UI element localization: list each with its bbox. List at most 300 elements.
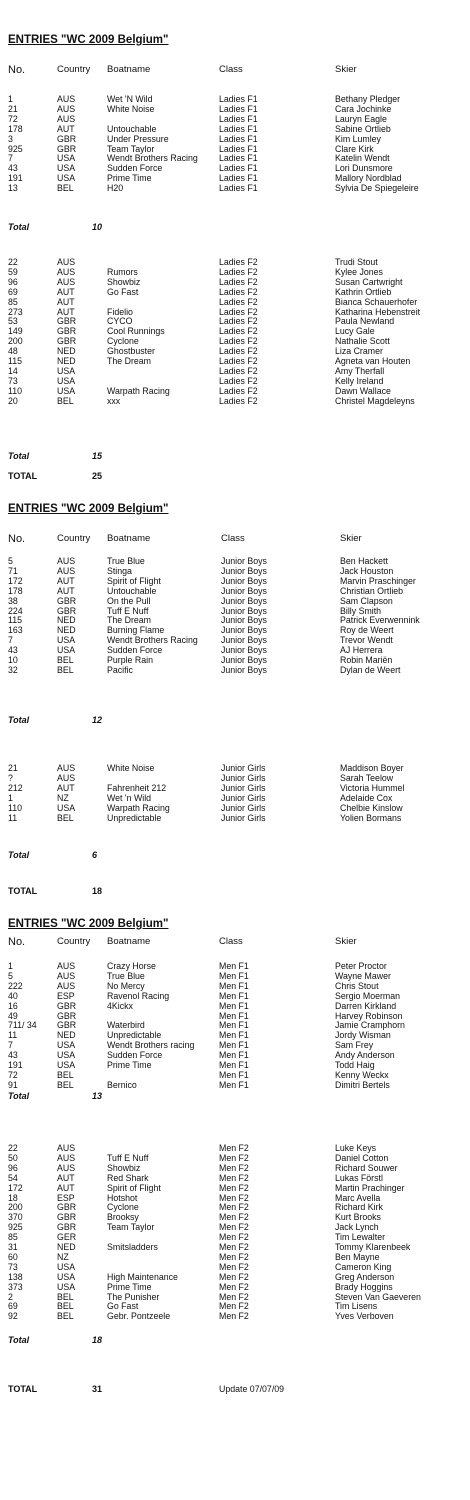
- skier-name: Christian Ortlieb: [340, 585, 404, 596]
- entry-number: 1: [8, 792, 13, 803]
- entry-row: [0, 94, 470, 104]
- boat-name: Waterbird: [107, 1020, 145, 1031]
- skier-name: Katelin Wendt: [335, 153, 390, 164]
- entry-number: 1: [8, 94, 13, 104]
- class: Ladies F2: [219, 286, 258, 297]
- country: USA: [57, 1060, 76, 1070]
- boat-name: True Blue: [107, 556, 145, 566]
- column-header-boatname: Boatname: [107, 64, 151, 75]
- group-total-label: [8, 222, 29, 232]
- class: Ladies F2: [219, 346, 258, 357]
- skier-name: Richard Kirk: [335, 1202, 383, 1213]
- skier-name: Chelbie Kinslow: [340, 802, 403, 813]
- boat-name: Spirit of Flight: [107, 575, 161, 586]
- entry-number: 43: [8, 645, 18, 656]
- class: Men F2: [219, 1202, 249, 1213]
- entry-number: 11: [8, 812, 18, 823]
- entry-number: 38: [8, 595, 18, 606]
- class: Men F1: [219, 1060, 249, 1070]
- entry-number: 73: [8, 375, 18, 386]
- entry-number: 31: [8, 1242, 18, 1252]
- entry-number: 172: [8, 575, 23, 586]
- skier-name: Todd Haig: [335, 1060, 375, 1070]
- grand-total-value: 25: [92, 471, 103, 481]
- country: AUS: [57, 94, 76, 104]
- skier-name: Kylee Jones: [335, 266, 383, 277]
- entry-number: 2: [8, 1291, 13, 1302]
- country: BEL: [57, 1291, 74, 1302]
- group-total-label-text: Total: [8, 715, 30, 725]
- group-total-value-text: 12: [92, 715, 103, 725]
- entry-row: [0, 576, 470, 586]
- entry-number: 96: [8, 276, 18, 287]
- boat-name: Cyclone: [107, 336, 139, 347]
- country: AUS: [57, 763, 76, 773]
- column-header-class: Class: [219, 64, 243, 75]
- entry-number: 7: [8, 153, 13, 164]
- boat-name: Sudden Force: [107, 645, 163, 656]
- country: AUT: [57, 123, 75, 134]
- class: Men F2: [219, 1281, 249, 1292]
- grand-total-label: TOTAL: [8, 471, 38, 481]
- entry-row: [0, 386, 470, 396]
- entry-number: 43: [8, 163, 18, 174]
- entry-number: 5: [8, 556, 13, 566]
- country: GBR: [57, 1000, 77, 1011]
- country: AUT: [57, 1182, 75, 1193]
- country: NED: [57, 625, 76, 636]
- entry-row: [0, 655, 470, 665]
- class: Ladies F2: [219, 395, 258, 406]
- entry-number: 224: [8, 605, 23, 616]
- entry-row: [0, 981, 470, 991]
- entry-number: 1: [8, 961, 13, 971]
- boat-name: The Punisher: [107, 1291, 160, 1302]
- country: AUT: [57, 782, 75, 793]
- class: Men F2: [219, 1301, 249, 1312]
- grand-total-label: TOTAL: [8, 886, 38, 896]
- skier-name: Kelly Ireland: [335, 375, 384, 386]
- boat-name: Prime Time: [107, 173, 152, 184]
- entry-number: 22: [8, 1143, 18, 1153]
- boat-name: On the Pull: [107, 595, 151, 606]
- class: Junior Boys: [221, 575, 267, 586]
- entry-row: [0, 625, 470, 635]
- class: Junior Boys: [221, 605, 267, 616]
- class: Junior Girls: [221, 812, 266, 823]
- class: Men F2: [219, 1212, 249, 1223]
- boat-name: Wet 'n Wild: [107, 792, 152, 803]
- boat-name: Unpredictable: [107, 1030, 162, 1041]
- entry-number: 172: [8, 1182, 23, 1193]
- grand-total-value: 31: [92, 1384, 103, 1394]
- skier-name: Trudi Stout: [335, 257, 378, 267]
- boat-name: Pacific: [107, 664, 133, 675]
- class: Men F1: [219, 1050, 249, 1061]
- entry-row: [0, 1173, 470, 1183]
- skier-name: Lauryn Eagle: [335, 113, 387, 124]
- entry-row: [0, 1183, 470, 1193]
- skier-name: Darren Kirkland: [335, 1000, 397, 1011]
- boat-name: Hotshot: [107, 1192, 138, 1203]
- boat-name: Unpredictable: [107, 812, 162, 823]
- class: Ladies F1: [219, 143, 258, 154]
- country: USA: [57, 365, 76, 376]
- country: AUS: [57, 961, 76, 971]
- class: Men F1: [219, 970, 249, 981]
- skier-name: Liza Cramer: [335, 346, 383, 357]
- group-total-label: [8, 715, 29, 725]
- skier-name: Greg Anderson: [335, 1271, 395, 1282]
- boat-name: Sudden Force: [107, 1050, 163, 1061]
- column-header-boatname: Boatname: [107, 533, 151, 544]
- class: Junior Girls: [221, 782, 266, 793]
- entry-row: [0, 1163, 470, 1173]
- entry-number: 69: [8, 1301, 18, 1312]
- grand-total-value: 18: [92, 886, 103, 896]
- group-total-value-text: 6: [92, 850, 98, 860]
- skier-name: Steven Van Gaeveren: [335, 1291, 421, 1302]
- boat-name: Tuff E Nuff: [107, 605, 149, 616]
- entry-row: [0, 1001, 470, 1011]
- skier-name: Kathrin Ortlieb: [335, 286, 392, 297]
- class: Men F2: [219, 1311, 249, 1322]
- boat-name: Wendt Brothers Racing: [107, 635, 198, 646]
- group-total-value: [92, 715, 102, 725]
- entry-row: [0, 645, 470, 655]
- class: Men F2: [219, 1152, 249, 1163]
- entry-row: [0, 665, 470, 675]
- entry-row: [0, 124, 470, 134]
- boat-name: Stinga: [107, 565, 132, 576]
- class: Ladies F1: [219, 133, 258, 144]
- skier-name: Andy Anderson: [335, 1050, 395, 1061]
- country: BEL: [57, 1079, 74, 1090]
- boat-name: White Noise: [107, 763, 155, 773]
- skier-name: Richard Souwer: [335, 1162, 398, 1173]
- entry-row: [0, 1050, 470, 1060]
- entry-row: [0, 1060, 470, 1070]
- country: AUS: [57, 103, 76, 114]
- boat-name: xxx: [107, 395, 121, 406]
- column-header-boatname: Boatname: [107, 936, 151, 947]
- section-title: ENTRIES "WC 2009 Belgium": [8, 34, 169, 46]
- country: NZ: [57, 1251, 69, 1262]
- boat-name: Fidelio: [107, 306, 133, 317]
- country: USA: [57, 635, 76, 646]
- entry-number: 21: [8, 763, 18, 773]
- skier-name: Yolien Bormans: [340, 812, 402, 823]
- entry-number: 92: [8, 1311, 18, 1322]
- entry-number: 13: [8, 183, 18, 194]
- country: NED: [57, 346, 76, 357]
- country: AUS: [57, 565, 76, 576]
- skier-name: Yves Verboven: [335, 1311, 394, 1322]
- entry-row: [0, 991, 470, 1001]
- entry-number: 7: [8, 1040, 13, 1051]
- country: USA: [57, 385, 76, 396]
- boat-name: Warpath Racing: [107, 802, 170, 813]
- entry-row: [0, 606, 470, 616]
- skier-name: Trevor Wendt: [340, 635, 393, 646]
- country: USA: [57, 173, 76, 184]
- country: GBR: [57, 1020, 77, 1031]
- boat-name: Smitsladders: [107, 1242, 158, 1252]
- country: NED: [57, 615, 76, 626]
- skier-name: Maddison Boyer: [340, 763, 404, 773]
- country: USA: [57, 1281, 76, 1292]
- group-total-label: [8, 451, 29, 461]
- skier-name: Paula Newland: [335, 316, 395, 327]
- country: AUT: [57, 286, 75, 297]
- country: USA: [57, 375, 76, 386]
- country: NED: [57, 1242, 76, 1252]
- skier-name: Ben Mayne: [335, 1251, 380, 1262]
- skier-name: Kurt Brooks: [335, 1212, 381, 1223]
- skier-name: Daniel Cotton: [335, 1152, 389, 1163]
- class: Junior Girls: [221, 802, 266, 813]
- boat-name: Wendt Brothers Racing: [107, 153, 198, 164]
- skier-name: Patrick Everwennink: [340, 615, 420, 626]
- class: Ladies F2: [219, 375, 258, 386]
- entry-number: 54: [8, 1172, 18, 1183]
- entry-number: 212: [8, 782, 23, 793]
- entry-row: [0, 1040, 470, 1050]
- group-total-value: [92, 1335, 102, 1345]
- group-total-label-text: Total: [8, 850, 30, 860]
- entry-number: 50: [8, 1152, 18, 1163]
- country: BEL: [57, 812, 74, 823]
- skier-name: Wayne Mawer: [335, 970, 391, 981]
- class: Men F2: [219, 1172, 249, 1183]
- class: Ladies F1: [219, 163, 258, 174]
- entry-row: [0, 1212, 470, 1222]
- boat-name: H20: [107, 183, 124, 194]
- entry-number: 7: [8, 635, 13, 646]
- group-total-label-text: Total: [8, 222, 30, 232]
- entry-number: 73: [8, 1261, 18, 1272]
- skier-name: Sarah Teelow: [340, 772, 394, 783]
- entry-row: [0, 615, 470, 625]
- class: Men F2: [219, 1222, 249, 1233]
- entry-number: 16: [8, 1000, 18, 1011]
- class: Junior Boys: [221, 635, 267, 646]
- group-total-label: [8, 1335, 29, 1345]
- class: Men F2: [219, 1242, 249, 1252]
- boat-name: Brooksy: [107, 1212, 139, 1223]
- class: Men F2: [219, 1182, 249, 1193]
- boat-name: Team Taylor: [107, 1222, 155, 1233]
- class: Junior Boys: [221, 585, 267, 596]
- country: AUT: [57, 296, 75, 307]
- boat-name: High Maintenance: [107, 1271, 178, 1282]
- boat-name: Wendt Brothers racing: [107, 1040, 195, 1051]
- boat-name: Prime Time: [107, 1281, 152, 1292]
- country: AUT: [57, 575, 75, 586]
- entry-number: 925: [8, 143, 23, 154]
- entry-row: [0, 366, 470, 376]
- class: Junior Boys: [221, 655, 267, 665]
- entry-row: [0, 783, 470, 793]
- boat-name: 4Kickx: [107, 1000, 133, 1011]
- class: Ladies F2: [219, 266, 258, 277]
- entry-number: 925: [8, 1222, 23, 1233]
- entry-number: 115: [8, 356, 23, 366]
- entry-number: 59: [8, 266, 18, 277]
- entry-row: [0, 1252, 470, 1262]
- class: Men F2: [219, 1192, 249, 1203]
- boat-name: Ghostbuster: [107, 346, 155, 357]
- entry-row: [0, 1080, 470, 1090]
- country: GER: [57, 1232, 77, 1243]
- entry-number: 373: [8, 1281, 23, 1292]
- skier-name: Tommy Klarenbeek: [335, 1242, 411, 1252]
- entry-number: 85: [8, 1232, 18, 1243]
- entry-row: [0, 961, 470, 971]
- entry-row: [0, 1232, 470, 1242]
- country: NED: [57, 1030, 76, 1041]
- class: Men F1: [219, 990, 249, 1001]
- boat-name: Showbiz: [107, 1162, 141, 1173]
- skier-name: Christel Magdeleyns: [335, 395, 415, 406]
- country: AUS: [57, 980, 76, 991]
- skier-name: Bianca Schauerhofer: [335, 296, 418, 307]
- skier-name: Lori Dunsmore: [335, 163, 393, 174]
- country: AUS: [57, 772, 76, 783]
- class: Junior Boys: [221, 556, 267, 566]
- group-total-label-text: Total: [8, 451, 30, 461]
- skier-name: Jack Lynch: [335, 1222, 379, 1233]
- class: Ladies F2: [219, 365, 258, 376]
- skier-name: Martin Prachinger: [335, 1182, 405, 1193]
- group-total-value-text: 18: [92, 1335, 103, 1345]
- entry-number: 40: [8, 990, 18, 1001]
- boat-name: Prime Time: [107, 1060, 152, 1070]
- entry-number: 178: [8, 123, 23, 134]
- entry-row: [0, 307, 470, 317]
- entry-number: 11: [8, 1030, 18, 1041]
- country: BEL: [57, 1301, 74, 1312]
- entry-row: [0, 1282, 470, 1292]
- country: BEL: [57, 395, 74, 406]
- skier-name: Kenny Weckx: [335, 1069, 389, 1080]
- country: AUS: [57, 266, 76, 277]
- country: USA: [57, 1271, 76, 1282]
- class: Ladies F2: [219, 326, 258, 337]
- group-total-value-text: 10: [92, 222, 103, 232]
- entry-number: 21: [8, 103, 18, 114]
- country: AUS: [57, 113, 76, 124]
- skier-name: Luke Keys: [335, 1143, 377, 1153]
- boat-name: The Dream: [107, 356, 151, 366]
- skier-name: Sabine Ortlieb: [335, 123, 391, 134]
- section-title: ENTRIES "WC 2009 Belgium": [8, 503, 169, 515]
- boat-name: The Dream: [107, 615, 151, 626]
- country: AUS: [57, 276, 76, 287]
- entry-row: [0, 346, 470, 356]
- entry-number: 200: [8, 1202, 23, 1213]
- entry-number: 163: [8, 625, 23, 636]
- skier-name: Adelaide Cox: [340, 792, 393, 803]
- class: Men F2: [219, 1143, 249, 1153]
- entry-number: 53: [8, 316, 18, 327]
- entry-row: [0, 971, 470, 981]
- class: Junior Boys: [221, 615, 267, 626]
- skier-name: Jack Houston: [340, 565, 394, 576]
- boat-name: Under Pressure: [107, 133, 169, 144]
- boat-name: Untouchable: [107, 123, 157, 134]
- entry-row: [0, 635, 470, 645]
- skier-name: Jamie Cramphorn: [335, 1020, 405, 1031]
- entry-row: [0, 316, 470, 326]
- entry-row: [0, 287, 470, 297]
- country: GBR: [57, 1202, 77, 1213]
- skier-name: Sam Frey: [335, 1040, 374, 1051]
- entry-row: [0, 376, 470, 386]
- class: Men F2: [219, 1251, 249, 1262]
- entry-row: [0, 257, 470, 267]
- entry-number: 191: [8, 1060, 23, 1070]
- boat-name: No Mercy: [107, 980, 145, 991]
- class: Junior Girls: [221, 763, 266, 773]
- country: AUS: [57, 1143, 76, 1153]
- class: Men F1: [219, 1010, 249, 1021]
- country: ESP: [57, 990, 75, 1001]
- boat-name: Warpath Racing: [107, 385, 170, 396]
- country: GBR: [57, 143, 77, 154]
- skier-name: Jordy Wisman: [335, 1030, 391, 1041]
- skier-name: AJ Herrera: [340, 645, 383, 656]
- country: GBR: [57, 316, 77, 327]
- group-total-label-text: Total: [8, 1091, 30, 1101]
- class: Men F1: [219, 961, 249, 971]
- country: AUS: [57, 556, 76, 566]
- skier-name: Dawn Wallace: [335, 385, 391, 396]
- skier-name: Dimitri Bertels: [335, 1079, 390, 1090]
- entry-row: [0, 1242, 470, 1252]
- country: GBR: [57, 133, 77, 144]
- country: GBR: [57, 1010, 77, 1021]
- entry-row: [0, 803, 470, 813]
- country: USA: [57, 1261, 76, 1272]
- entry-row: [0, 566, 470, 576]
- class: Men F2: [219, 1232, 249, 1243]
- entry-row: [0, 1011, 470, 1021]
- entry-row: [0, 813, 470, 823]
- country: NED: [57, 356, 76, 366]
- country: AUS: [57, 1152, 76, 1163]
- entry-row: [0, 396, 470, 406]
- entry-row: [0, 336, 470, 346]
- column-header-skier: Skier: [340, 533, 362, 544]
- skier-name: Dylan de Weert: [340, 664, 401, 675]
- country: NZ: [57, 792, 69, 803]
- skier-name: Kim Lumley: [335, 133, 381, 144]
- entry-row: [0, 556, 470, 566]
- class: Men F2: [219, 1162, 249, 1173]
- country: USA: [57, 1040, 76, 1051]
- skier-name: Marc Avella: [335, 1192, 381, 1203]
- entry-row: [0, 596, 470, 606]
- skier-name: Ben Hackett: [340, 556, 388, 566]
- skier-name: Tim Lisens: [335, 1301, 378, 1312]
- skier-name: Sam Clapson: [340, 595, 393, 606]
- country: ESP: [57, 1192, 75, 1203]
- entry-row: [0, 773, 470, 783]
- country: USA: [57, 645, 76, 656]
- class: Junior Boys: [221, 645, 267, 656]
- entry-number: 72: [8, 113, 18, 124]
